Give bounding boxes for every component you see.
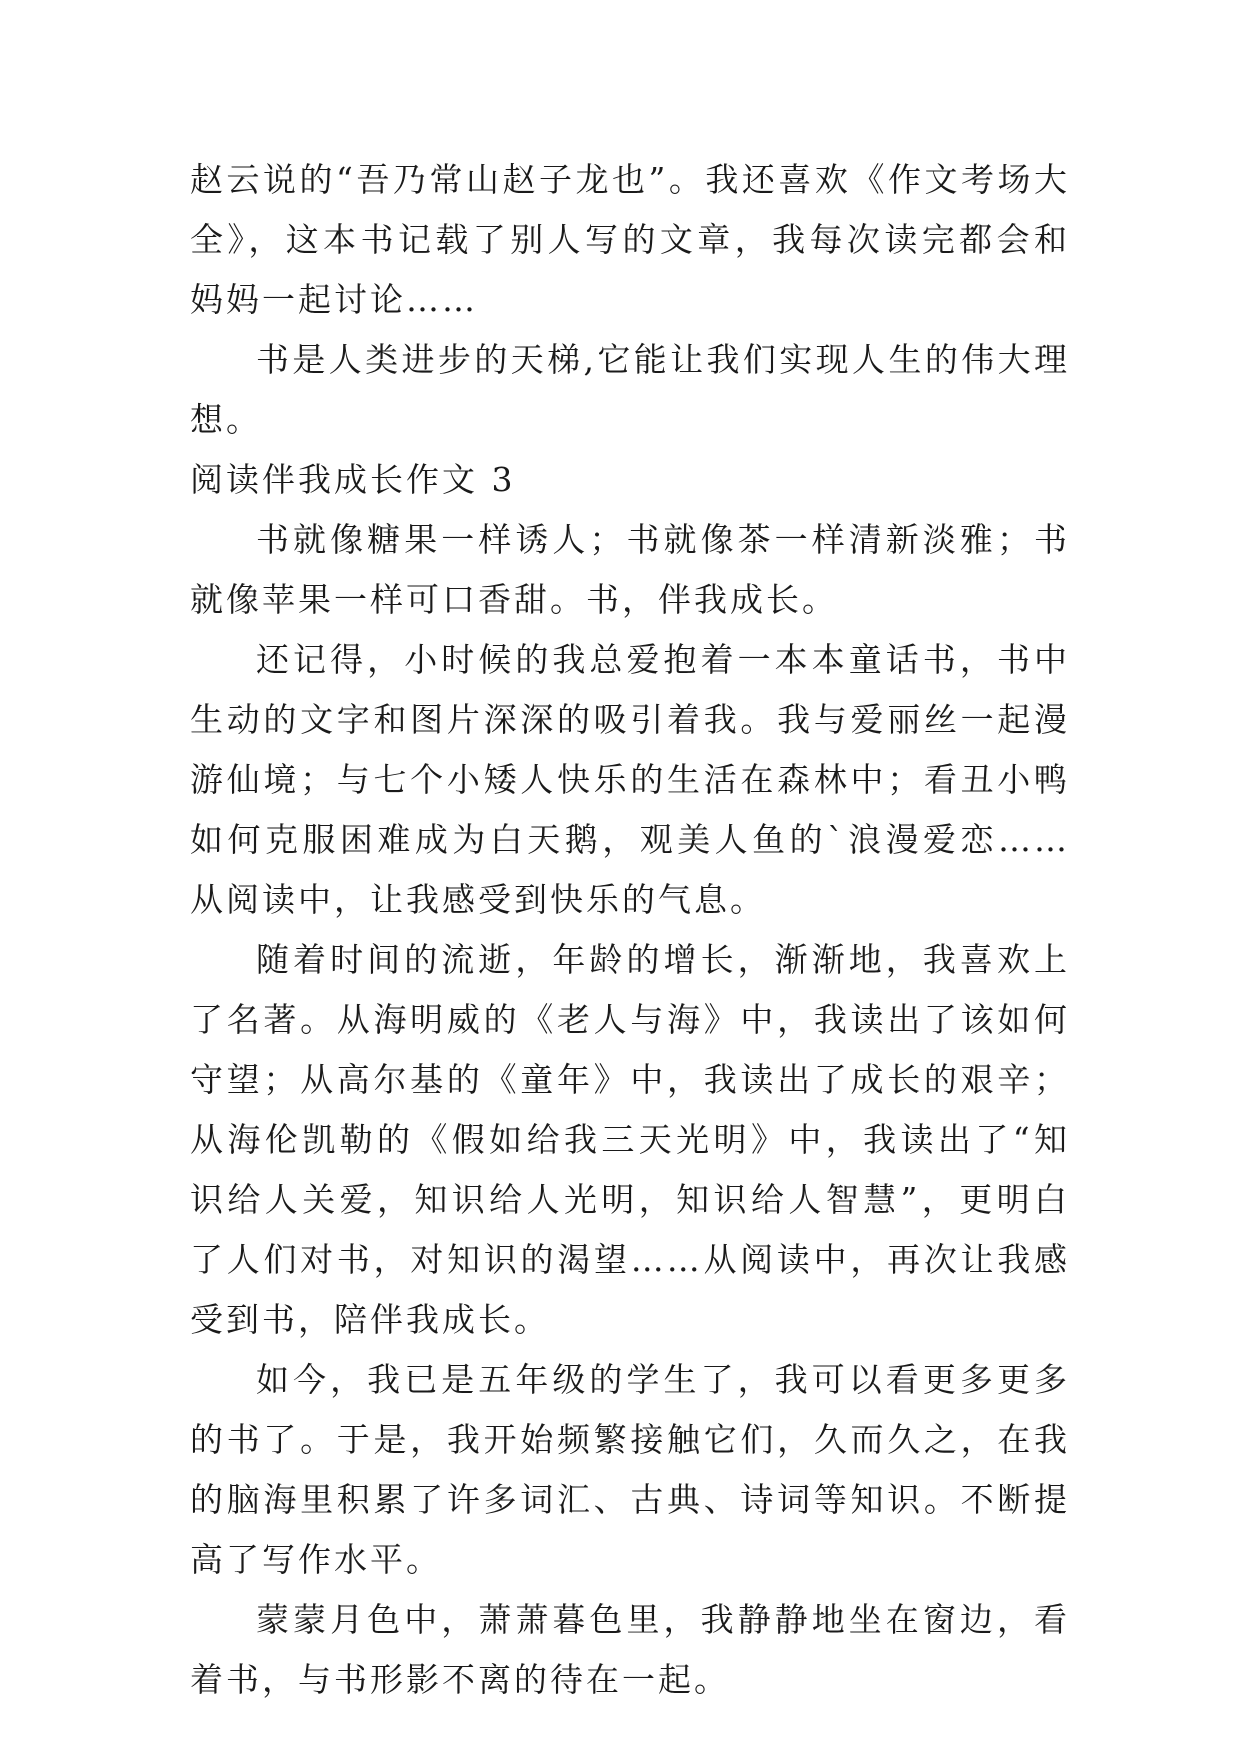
essay-paragraph: 如今，我已是五年级的学生了，我可以看更多更多的书了。于是，我开始频繁接触它们，久而久之，在我的脑海里积累了许多词汇、古典、诗词等知识。不断提高了写作水平。 — [190, 1360, 1070, 1579]
essay-body — [190, 510, 1070, 1710]
essay-paragraph: 书就像糖果一样诱人；书就像茶一样清新淡雅；书就像苹果一样可口香甜。书，伴我成长。 — [190, 520, 1070, 619]
continuation-section — [190, 150, 1070, 450]
essay-title: 阅读伴我成长作文 3 — [190, 460, 516, 499]
essay-paragraph: 还记得，小时候的我总爱抱着一本本童话书，书中生动的文字和图片深深的吸引着我。我与爱丽丝一起漫游仙境；与七个小矮人快乐的生活在森林中；看丑小鸭如何克服困难成为白天鹅，观美人鱼的`浪漫爱恋……从阅读中，让我感受到快乐的气息。 — [190, 640, 1070, 919]
closing-paragraph: 书是人类进步的天梯,它能让我们实现人生的伟大理想。 — [190, 340, 1070, 439]
essay-paragraph: 蒙蒙月色中，萧萧暮色里，我静静地坐在窗边，看着书，与书形影不离的待在一起。 — [190, 1600, 1070, 1699]
continuation-paragraph: 赵云说的“吾乃常山赵子龙也”。我还喜欢《作文考场大全》，这本书记载了别人写的文章，我每次读完都会和妈妈一起讨论…… — [190, 160, 1070, 319]
essay-paragraph: 随着时间的流逝，年龄的增长，渐渐地，我喜欢上了名著。从海明威的《老人与海》中，我读出了该如何守望；从高尔基的《童年》中，我读出了成长的艰辛；从海伦凯勒的《假如给我三天光明》中，我读出了“知识给人关爱，知识给人光明，知识给人智慧”，更明白了人们对书，对知识的渴望……从阅读中，再次让我感受到书，陪伴我成长。 — [190, 940, 1070, 1339]
